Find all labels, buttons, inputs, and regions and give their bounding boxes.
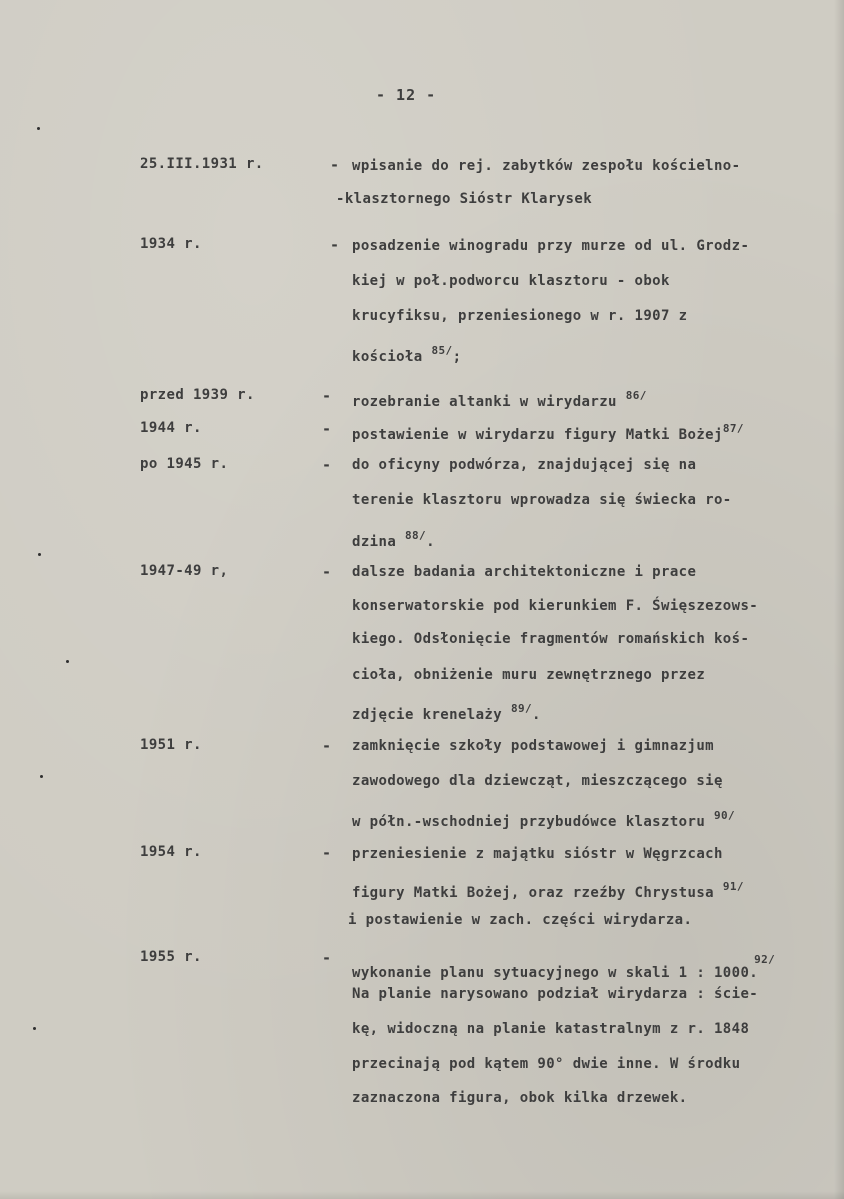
footnote-ref: 88/ bbox=[405, 529, 427, 542]
entry-date: 1934 r. bbox=[140, 236, 202, 252]
entry-date: 25.III.1931 r. bbox=[140, 156, 264, 172]
entry-date: przed 1939 r. bbox=[140, 387, 255, 403]
entry-date: 1951 r. bbox=[140, 737, 202, 753]
footnote-ref: 85/ bbox=[431, 344, 453, 357]
entry-line bbox=[352, 951, 775, 982]
ink-speck bbox=[38, 553, 41, 556]
entry-line: zamknięcie szkoły podstawowej i gimnazjum bbox=[352, 738, 714, 754]
entry-line bbox=[352, 527, 435, 551]
entry-date: po 1945 r. bbox=[140, 456, 229, 472]
entry-date: 1947-49 r, bbox=[140, 563, 229, 579]
entry-line: -klasztornego Sióstr Klarysek bbox=[336, 191, 593, 207]
entry-dash: - bbox=[322, 563, 332, 581]
entry-line: zawodowego dla dziewcząt, mieszczącego się bbox=[352, 773, 723, 789]
footnote-ref: 92/ bbox=[754, 953, 776, 966]
paper-edge-right bbox=[834, 0, 844, 1199]
entry-line: przeniesienie z majątku sióstr w Węgrzcach bbox=[352, 846, 723, 862]
entry-line: Na planie narysowano podział wirydarza : ście- bbox=[352, 986, 759, 1002]
entry-line: cioła, obniżenie muru zewnętrznego przez bbox=[352, 667, 706, 683]
footnote-ref: 86/ bbox=[625, 389, 647, 402]
entry-line: kiego. Odsłonięcie fragmentów romańskich koś- bbox=[352, 631, 750, 647]
entry-line: terenie klasztoru wprowadza się świecka ro- bbox=[352, 492, 732, 508]
entry-line-text: rozebranie altanki w wirydarzu bbox=[352, 394, 617, 410]
entry-date: 1954 r. bbox=[140, 844, 202, 860]
entry-line: i postawienie w zach. części wirydarza. bbox=[348, 912, 693, 928]
entry-line bbox=[352, 878, 744, 902]
entry-dash: - bbox=[322, 420, 332, 438]
entry-dash: - bbox=[330, 156, 340, 174]
entry-dash: - bbox=[322, 737, 332, 755]
entry-line: posadzenie winogradu przy murze od ul. Grodz- bbox=[352, 238, 750, 254]
entry-line-text: figury Matki Bożej, oraz rzeźby Chrystusa bbox=[352, 885, 714, 901]
entry-line-text: w półn.-wschodniej przybudówce klasztoru bbox=[352, 814, 706, 830]
footnote-ref: 87/ bbox=[722, 422, 744, 435]
entry-line: do oficyny podwórza, znajdującej się na bbox=[352, 457, 697, 473]
entry-line-text: kościoła bbox=[352, 349, 423, 365]
entry-line-text: postawienie w wirydarzu figury Matki Bożej bbox=[352, 427, 723, 443]
entry-line: kę, widoczną na planie katastralnym z r. 1848 bbox=[352, 1021, 750, 1037]
entry-line: zaznaczona figura, obok kilka drzewek. bbox=[352, 1090, 688, 1106]
entry-dash: - bbox=[322, 456, 332, 474]
entry-line-tail: . bbox=[532, 707, 541, 723]
entry-line: wpisanie do rej. zabytków zespołu kościelno- bbox=[352, 158, 741, 174]
entry-line-text: dzina bbox=[352, 534, 397, 550]
entry-line: konserwatorskie pod kierunkiem F. Święszezows- bbox=[352, 598, 759, 614]
entry-dash: - bbox=[322, 844, 332, 862]
ink-speck bbox=[66, 660, 69, 663]
entry-dash: - bbox=[322, 387, 332, 405]
ink-speck bbox=[40, 775, 43, 778]
entry-line bbox=[352, 420, 744, 444]
entry-line-tail: . bbox=[426, 534, 435, 550]
entry-line bbox=[352, 700, 541, 724]
entry-line bbox=[352, 807, 735, 831]
entry-line: dalsze badania architektoniczne i prace bbox=[352, 564, 697, 580]
entry-date: 1955 r. bbox=[140, 949, 202, 965]
entry-line-text: wykonanie planu sytuacyjnego w skali 1 : 1000. bbox=[352, 965, 759, 981]
entry-dash: - bbox=[322, 949, 332, 967]
entry-line: krucyfiksu, przeniesionego w r. 1907 z bbox=[352, 308, 688, 324]
entry-line: przecinają pod kątem 90° dwie inne. W środku bbox=[352, 1056, 741, 1072]
footnote-ref: 90/ bbox=[714, 809, 736, 822]
footnote-ref: 89/ bbox=[510, 702, 533, 715]
entry-line bbox=[352, 387, 647, 411]
entry-dash: - bbox=[330, 236, 340, 254]
paper-edge-bottom bbox=[0, 1191, 844, 1199]
footnote-ref: 91/ bbox=[722, 880, 744, 893]
entry-line bbox=[352, 342, 461, 366]
entry-date: 1944 r. bbox=[140, 420, 202, 436]
page-number: - 12 - bbox=[376, 86, 437, 104]
ink-speck bbox=[33, 1027, 36, 1030]
entry-line: kiej w poł.podworcu klasztoru - obok bbox=[352, 273, 670, 289]
entry-line-tail: ; bbox=[452, 349, 462, 365]
entry-line-text: zdjęcie krenelaży bbox=[352, 707, 503, 723]
ink-speck bbox=[37, 127, 40, 130]
